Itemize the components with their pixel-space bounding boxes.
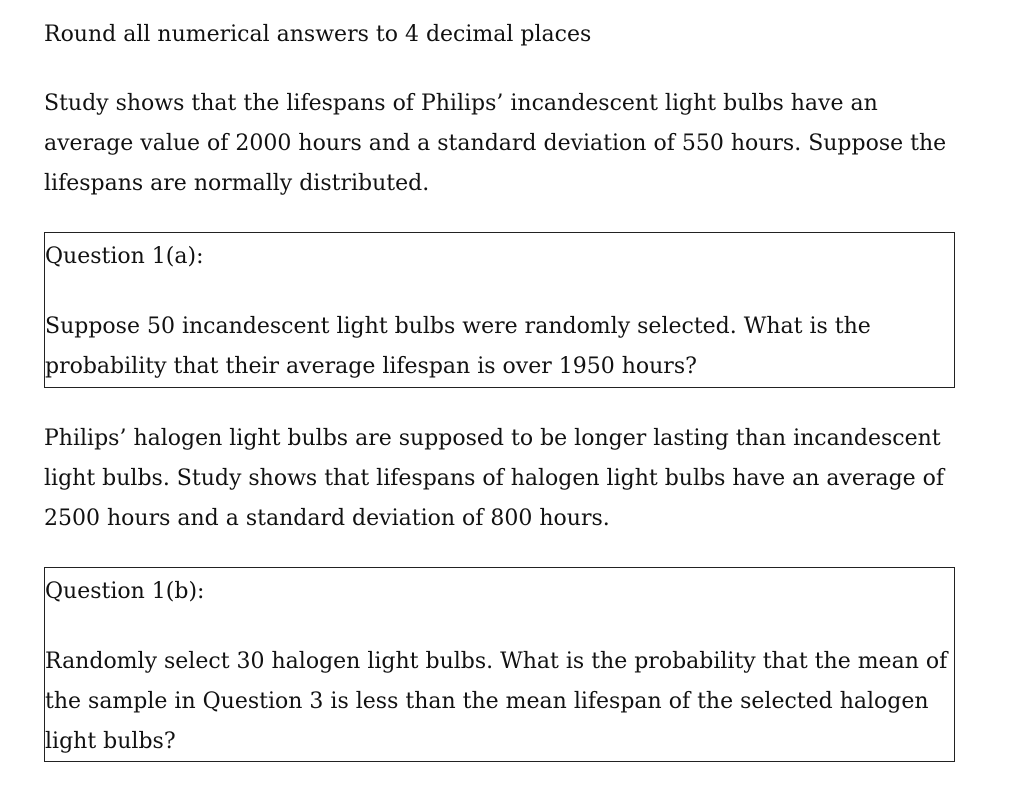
rounding-instruction: Round all numerical answers to 4 decimal places (44, 22, 592, 47)
question-1a-body (45, 307, 871, 387)
question-line: the sample in Question 3 is less than the mean lifespan of the selected halogen (45, 689, 929, 714)
incandescent-intro-paragraph (44, 84, 946, 204)
paragraph-line: Philips’ halogen light bulbs are supposed to be longer lasting than incandescent (44, 426, 941, 451)
question-1b-title: Question 1(b): (45, 579, 205, 604)
question-1a-title: Question 1(a): (45, 244, 204, 269)
paragraph-line: average value of 2000 hours and a standard deviation of 550 hours. Suppose the (44, 131, 947, 156)
question-line: probability that their average lifespan is over 1950 hours? (45, 354, 697, 379)
halogen-paragraph (44, 419, 944, 539)
question-1b-body (45, 642, 947, 762)
question-1b-box (44, 567, 955, 762)
question-line: Randomly select 30 halogen light bulbs. What is the probability that the mean of (45, 649, 948, 674)
question-line: light bulbs? (45, 729, 176, 754)
question-1a-box (44, 232, 955, 388)
question-line: Suppose 50 incandescent light bulbs were randomly selected. What is the (45, 314, 871, 339)
paragraph-line: lifespans are normally distributed. (44, 171, 430, 196)
paragraph-line: Study shows that the lifespans of Philips’ incandescent light bulbs have an (44, 91, 878, 116)
paragraph-line: light bulbs. Study shows that lifespans of halogen light bulbs have an average of (44, 466, 945, 491)
paragraph-line: 2500 hours and a standard deviation of 800 hours. (44, 506, 610, 531)
